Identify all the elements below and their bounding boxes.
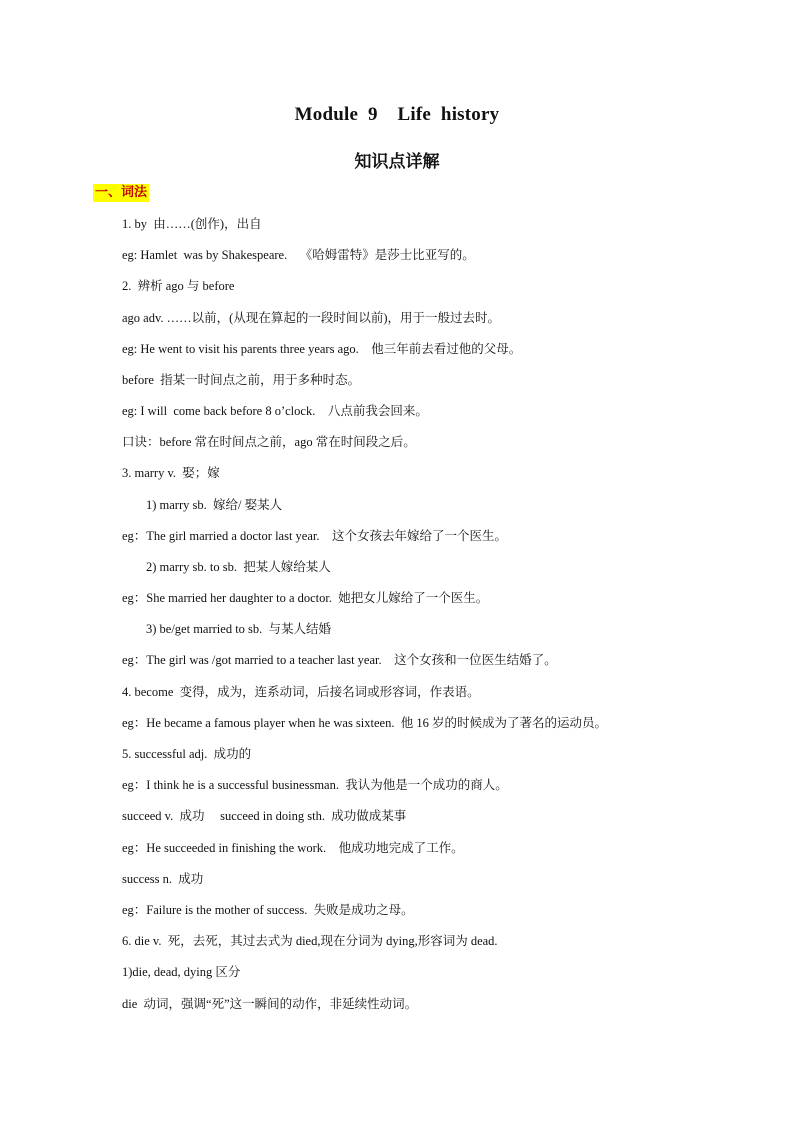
content-line: 1. by 由……(创作)，出自: [122, 217, 262, 231]
content-line: 3) be/get married to sb. 与某人结婚: [146, 622, 332, 636]
content-line: ago adv. ……以前，(从现在算起的一段时间以前)，用于一般过去时。: [122, 311, 500, 325]
content-line: eg：The girl was /got married to a teacher last year. 这个女孩和一位医生结婚了。: [122, 653, 557, 667]
content-line: eg：The girl married a doctor last year. 这个女孩去年嫁给了一个医生。: [122, 529, 507, 543]
content-line: eg: He went to visit his parents three years ago. 他三年前去看过他的父母。: [122, 342, 522, 356]
content-line: eg：Failure is the mother of success. 失败是成功之母。: [122, 903, 414, 917]
content-line: die 动词，强调“死”这一瞬间的动作，非延续性动词。: [122, 997, 418, 1011]
content-line: 2. 辨析 ago 与 before: [122, 279, 235, 293]
content-line: eg：She married her daughter to a doctor. 她把女儿嫁给了一个医生。: [122, 591, 489, 605]
page-subtitle: 知识点详解: [354, 152, 440, 172]
content-line: eg: Hamlet was by Shakespeare. 《哈姆雷特》是莎士比亚写的。: [122, 248, 475, 262]
content-line: eg：He became a famous player when he was sixteen. 他 16 岁的时候成为了著名的运动员。: [122, 716, 607, 730]
content-line: 2) marry sb. to sb. 把某人嫁给某人: [146, 560, 331, 574]
section-heading: 一、词法: [95, 185, 148, 200]
content-line: 1)die, dead, dying 区分: [122, 965, 241, 979]
content-line: 5. successful adj. 成功的: [122, 747, 252, 761]
content-line: eg：He succeeded in finishing the work. 他成功地完成了工作。: [122, 841, 464, 855]
content-line: success n. 成功: [122, 872, 204, 886]
content-line: 口诀：before 常在时间点之前，ago 常在时间段之后。: [122, 435, 416, 449]
content-line: 1) marry sb. 嫁给/ 娶某人: [146, 498, 283, 512]
content-line: 6. die v. 死，去死，其过去式为 died,现在分词为 dying,形容词为 dead.: [122, 934, 498, 948]
page-title: Module 9 Life history: [294, 104, 500, 125]
content-line: eg: I will come back before 8 o’clock. 八点前我会回来。: [122, 404, 428, 418]
content-line: 4. become 变得，成为，连系动词，后接名词或形容词，作表语。: [122, 685, 480, 699]
content-line: 3. marry v. 娶；嫁: [122, 466, 220, 480]
content-line: eg：I think he is a successful businessman. 我认为他是一个成功的商人。: [122, 778, 508, 792]
content-line: succeed v. 成功 succeed in doing sth. 成功做成某事: [122, 809, 407, 823]
content-line: before 指某一时间点之前，用于多种时态。: [122, 373, 361, 387]
